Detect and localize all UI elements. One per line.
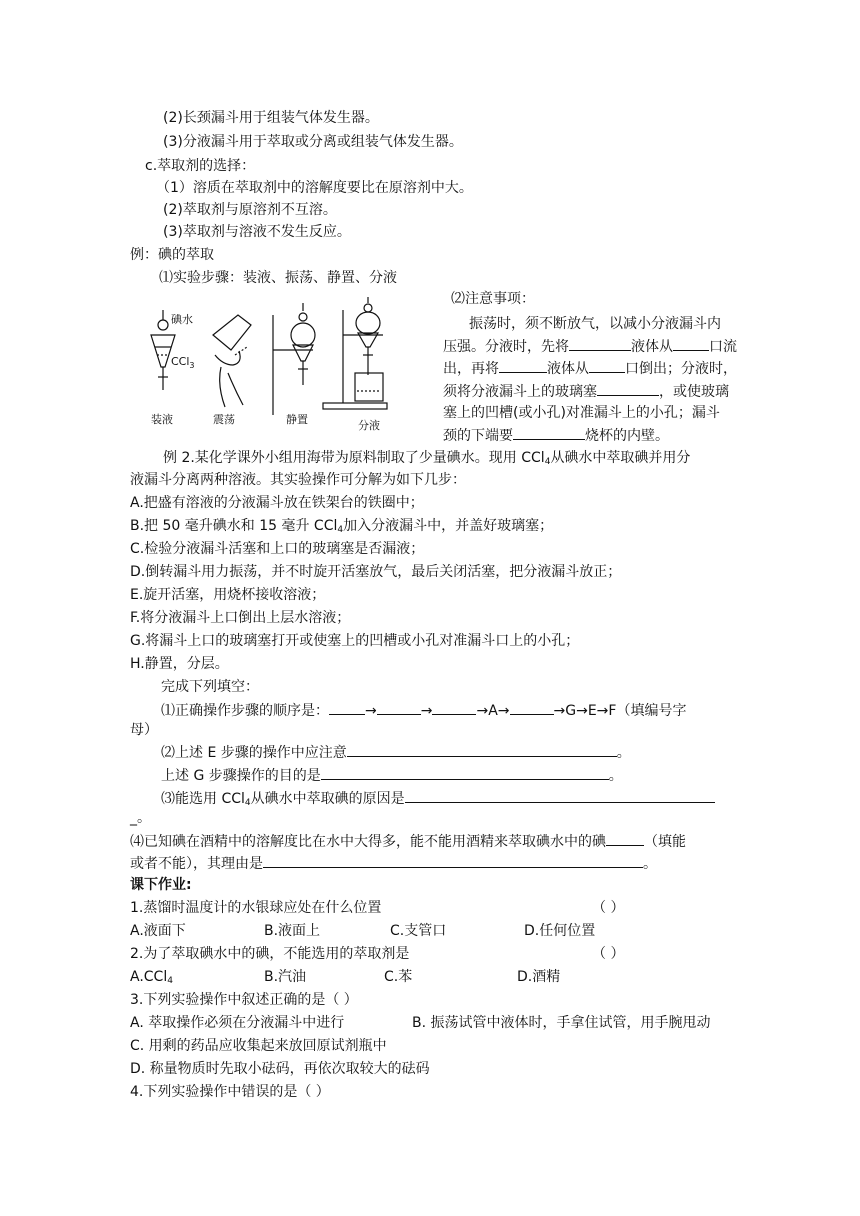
text-line: A.把盛有溶液的分液漏斗放在铁架台的铁圈中；	[130, 495, 424, 511]
text: ⑵上述 E 步骤的操作中应注意	[161, 745, 347, 761]
option: A. 萃取操作必须在分液漏斗中进行	[130, 1015, 345, 1031]
text-line: D.倒转漏斗用力振荡，并不时旋开活塞放气，最后关闭活塞，把分液漏斗放正；	[130, 564, 622, 580]
blank	[606, 831, 644, 846]
blank	[263, 853, 643, 868]
text-line: 塞上的凹槽(或小孔)对准漏斗上的小孔；漏斗	[443, 405, 720, 421]
blank	[321, 765, 609, 780]
text: 液体从	[547, 361, 589, 377]
text-line: 1.蒸馏时温度计的水银球应处在什么位置	[130, 900, 382, 916]
text: A.CCl	[130, 969, 168, 985]
text: B.把 50 毫升碘水和 15 毫升 CCl	[130, 518, 338, 534]
text: 。	[616, 745, 631, 761]
water-label: 碘水	[171, 313, 193, 326]
text-line: c.萃取剂的选择：	[145, 158, 256, 174]
text: 颈的下端要	[443, 428, 513, 444]
text-line: 4.下列实验操作中错误的是（ ）	[130, 1084, 330, 1100]
option: D.酒精	[517, 969, 561, 985]
text-line	[161, 788, 715, 813]
blank	[347, 742, 617, 757]
text-line: F.将分液漏斗上口倒出上层水溶液；	[130, 610, 351, 626]
text-line: G.将漏斗上口的玻璃塞打开或使塞上的凹槽或小孔对准漏斗口上的小孔；	[130, 633, 580, 649]
figure-label: 静置	[286, 413, 308, 426]
subscript: 4	[244, 798, 251, 808]
text-line	[443, 425, 669, 446]
text-line: (3)萃取剂与溶液不发生反应。	[163, 224, 351, 240]
text: 出，再将	[443, 361, 499, 377]
text: ⑷已知碘在酒精中的溶解度比在水中大得多，能不能用酒精来萃取碘水中的碘	[130, 834, 606, 850]
text-line	[443, 381, 729, 402]
text-line: (3)分液漏斗用于萃取或分离或组装气体发生器。	[163, 134, 463, 150]
text: 口流	[709, 339, 737, 355]
blank	[377, 700, 421, 715]
option: B.汽油	[264, 969, 307, 985]
homework-title: 课下作业:	[130, 877, 192, 893]
funnel-stand-icon	[273, 303, 315, 415]
text-line	[130, 831, 686, 852]
blank	[432, 700, 476, 715]
text-line	[161, 742, 631, 763]
text-line: 母）	[130, 722, 158, 738]
option: A.液面下	[130, 923, 186, 939]
blank	[569, 336, 631, 351]
option	[130, 967, 173, 991]
figure-label: 震荡	[213, 413, 235, 426]
blank	[513, 425, 585, 440]
text-line: 完成下列填空：	[161, 679, 259, 695]
text-line: ⑴实验步骤：装液、振荡、静置、分液	[159, 270, 397, 286]
text-line	[161, 765, 623, 786]
subscript: 4	[337, 525, 344, 535]
text-line	[161, 700, 686, 721]
text: 压强。分液时，先将	[443, 339, 569, 355]
figure-label: 分液	[358, 419, 380, 432]
option: B.液面上	[264, 923, 321, 939]
answer-paren: （ ）	[592, 946, 625, 962]
funnel-separate-icon	[323, 297, 387, 409]
option: C. 用剩的药品应收集起来放回原试剂瓶中	[130, 1038, 387, 1054]
text: ，或使玻璃	[659, 384, 729, 400]
text: 口倒出；分液时，	[625, 361, 737, 377]
text-line: 例：碘的萃取	[130, 247, 214, 263]
text: 须将分液漏斗上的玻璃塞	[443, 384, 597, 400]
text-line: (2)长颈漏斗用于组装气体发生器。	[163, 110, 379, 126]
text-line: C.检验分液漏斗活塞和上口的玻璃塞是否漏液；	[130, 541, 425, 557]
text: 。	[608, 768, 623, 784]
subscript: 4	[167, 976, 173, 986]
text: 烧杯的内壁。	[585, 428, 669, 444]
blank	[510, 700, 554, 715]
text-line: （1）溶质在萃取剂中的溶解度要比在原溶剂中大。	[156, 180, 473, 196]
text-line	[130, 516, 553, 540]
blank	[499, 358, 547, 373]
arrow: →	[365, 703, 377, 719]
option: B. 振荡试管中液体时，手拿住试管，用手腕甩动	[412, 1015, 711, 1031]
option: D.任何位置	[524, 923, 596, 939]
separatory-funnel-figure	[143, 295, 393, 435]
text-line: _。	[130, 810, 151, 826]
text-line	[443, 358, 737, 379]
blank	[405, 788, 715, 803]
arrow: →	[420, 703, 433, 719]
text: 。	[643, 856, 657, 872]
text-line: H.静置，分层。	[130, 656, 229, 672]
blank	[597, 381, 659, 396]
text-line	[130, 853, 657, 874]
text: →G→E→F（填编号字	[553, 703, 687, 719]
text-line: (2)萃取剂与原溶剂不互溶。	[163, 202, 337, 218]
text: ⑶能选用 CCl	[161, 791, 245, 807]
ccl-label: CCl$_3$	[171, 355, 195, 370]
text: 从碘水中萃取碘的原因是	[250, 791, 405, 807]
option: C.苯	[384, 969, 413, 985]
option: C.支管口	[390, 923, 447, 939]
subscript: 4	[544, 457, 551, 467]
text: （填能	[644, 834, 686, 850]
blank	[673, 336, 709, 351]
text: 例 2.某化学课外小组用海带为原料制取了少量碘水。现用 CCl	[163, 450, 545, 466]
blank	[589, 358, 625, 373]
text: 加入分液漏斗中，并盖好玻璃塞；	[343, 518, 554, 534]
text: ⑴正确操作步骤的顺序是：	[161, 703, 329, 719]
text-line: 2.为了萃取碘水中的碘，不能选用的萃取剂是	[130, 946, 410, 962]
answer-paren: （ ）	[592, 900, 625, 916]
blank	[329, 700, 365, 715]
text: →A→	[476, 703, 510, 719]
option: D. 称量物质时先取小砝码，再依次取较大的砝码	[130, 1061, 430, 1077]
figure-label: 装液	[151, 413, 173, 426]
funnel-shake-icon	[213, 315, 251, 407]
text-line: 振荡时，须不断放气，以减小分液漏斗内	[469, 316, 721, 332]
text-line	[163, 448, 690, 472]
text: 液体从	[631, 339, 673, 355]
text: 从碘水中萃取碘并用分	[550, 450, 691, 466]
notes-title: ⑵注意事项：	[451, 291, 535, 307]
text-line: 3.下列实验操作中叙述正确的是（ ）	[130, 992, 358, 1008]
text: 或者不能），其理由是	[130, 856, 263, 872]
text: 上述 G 步骤操作的目的是	[161, 768, 321, 784]
text-line: 液漏斗分离两种溶液。其实验操作可分解为如下几步：	[130, 472, 466, 488]
text-line: E.旋开活塞，用烧杯接收溶液；	[130, 587, 326, 603]
text-line	[443, 336, 737, 357]
